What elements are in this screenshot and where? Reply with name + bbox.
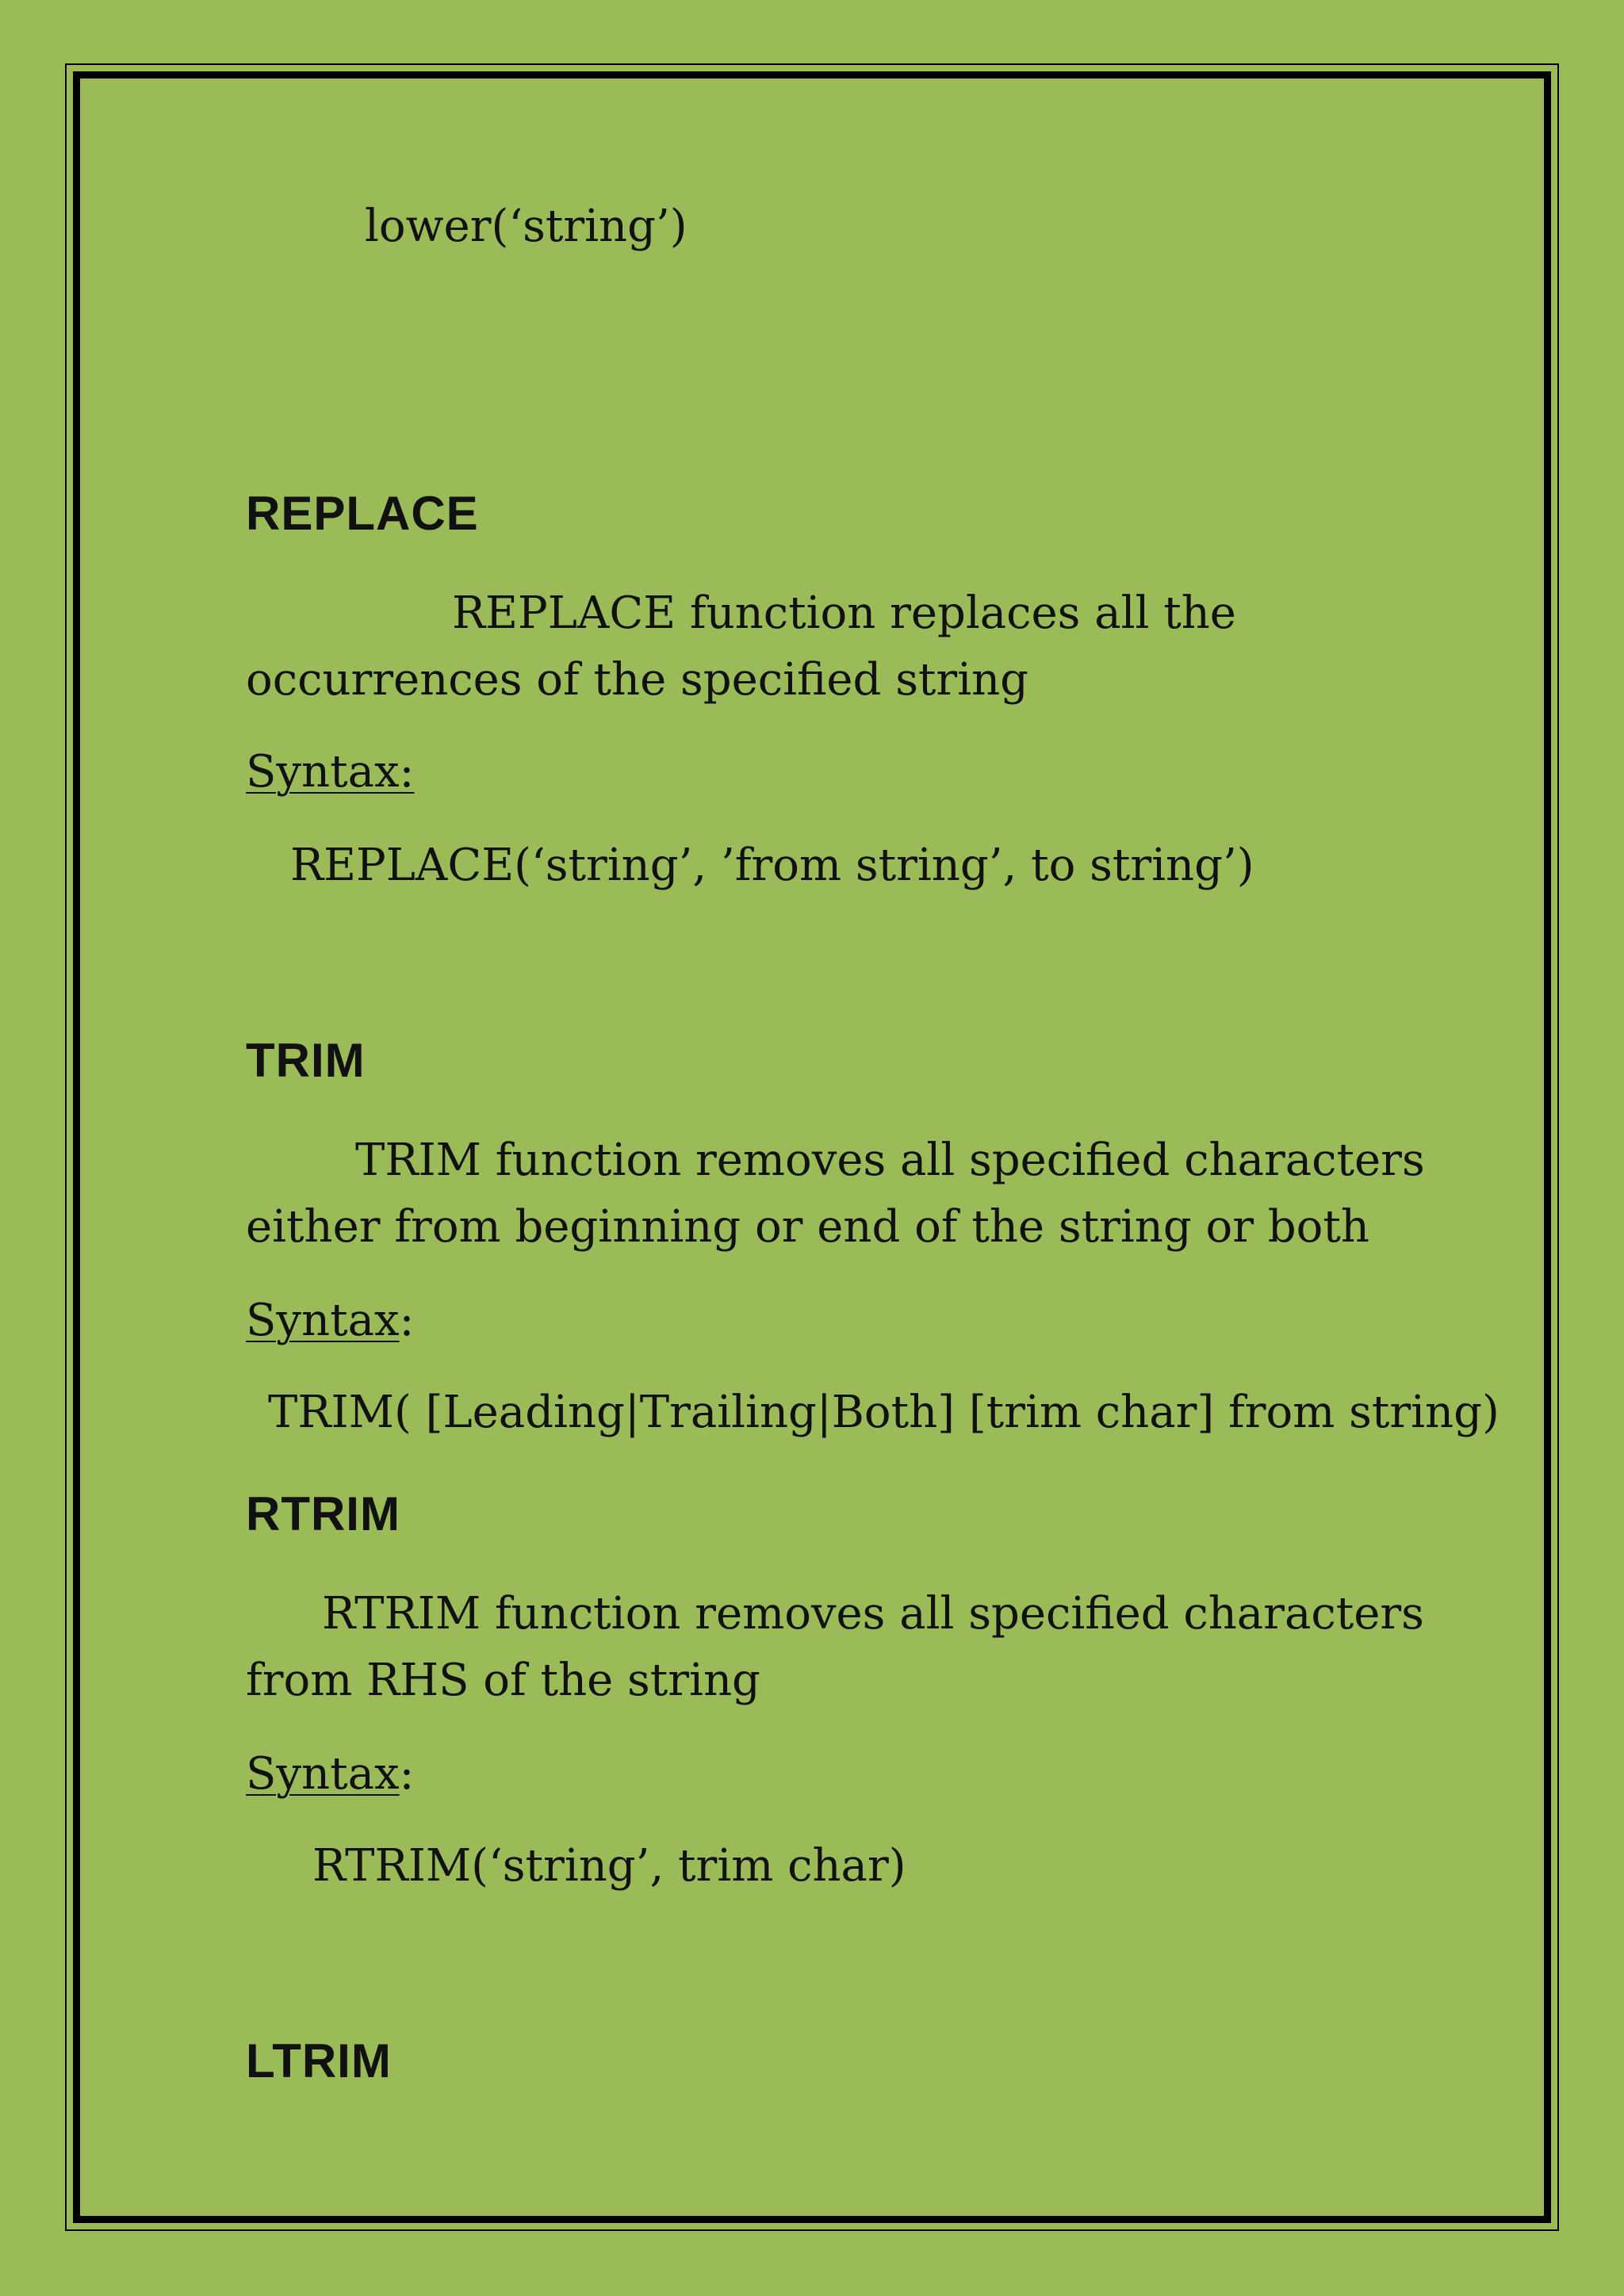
trim-syntax: TRIM( [Leading|Trailing|Both] [trim char] from string) — [268, 1387, 1500, 1438]
replace-heading: REPLACE — [246, 487, 479, 540]
rtrim-heading: RTRIM — [246, 1487, 400, 1540]
rtrim-syntax: RTRIM(‘string’, trim char) — [312, 1840, 906, 1892]
replace-description-line1: REPLACE function replaces all the — [452, 587, 1236, 639]
rtrim-syntax-label: Syntax — [246, 1748, 400, 1800]
trim-syntax-colon: : — [399, 1295, 415, 1346]
ltrim-heading: LTRIM — [246, 2034, 392, 2087]
rtrim-description-line1: RTRIM function removes all specified characters — [322, 1588, 1424, 1640]
trim-description-line1: TRIM function removes all specified characters — [355, 1135, 1425, 1186]
lower-syntax: lower(‘string’) — [365, 201, 688, 252]
rtrim-syntax-label-line — [246, 1748, 415, 1800]
trim-description-line2: either from beginning or end of the string or both — [246, 1201, 1369, 1253]
rtrim-syntax-colon: : — [399, 1748, 415, 1800]
replace-syntax: REPLACE(‘string’, ’from string’, to string’) — [290, 840, 1254, 891]
trim-syntax-label-line — [246, 1295, 415, 1346]
rtrim-description-line2: from RHS of the string — [246, 1655, 760, 1706]
replace-syntax-label: Syntax: — [246, 746, 415, 798]
trim-syntax-label: Syntax — [246, 1295, 400, 1346]
trim-heading: TRIM — [246, 1034, 366, 1087]
replace-description-line2: occurrences of the specified string — [246, 654, 1029, 706]
